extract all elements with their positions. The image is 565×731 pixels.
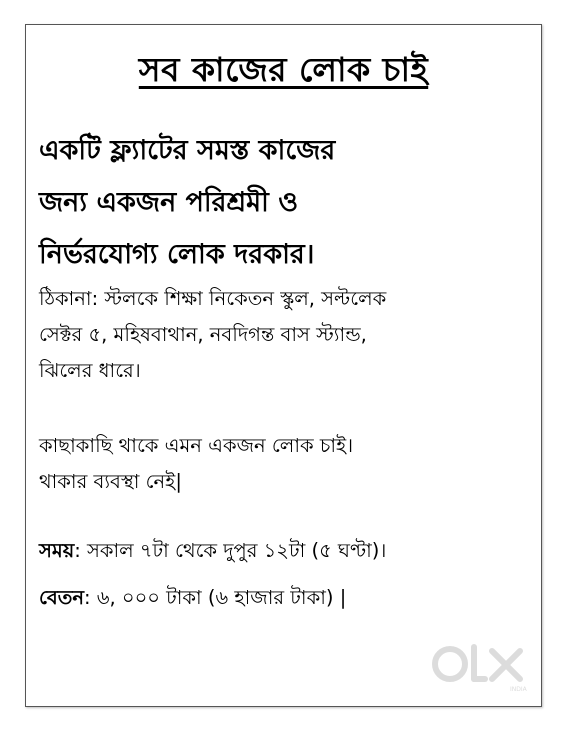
time-label: সময়: [39, 539, 75, 562]
requirement-line-2: থাকার ব্যবস্থা নেই|: [39, 470, 182, 493]
address-paragraph: [39, 281, 534, 389]
salary-value: : ৬, ০০০ টাকা (৬ হাজার টাকা) |: [84, 586, 347, 609]
requirement-paragraph: [39, 428, 534, 500]
time-paragraph: [39, 533, 534, 569]
notice-title: [26, 45, 541, 95]
requirement-line-1: কাছাকাছি থাকে এমন একজন লোক চাই।: [39, 434, 354, 457]
salary-label: বেতন: [39, 586, 85, 609]
heading-line-2: জন্য একজন পরিশ্রমী ও: [39, 187, 299, 218]
address-line-3: ঝিলের ধারে।: [39, 359, 141, 382]
heading-line-1: একটি ফ্ল্যাটের সমস্ত কাজের: [39, 135, 336, 166]
address-line-1: ঠিকানা: স্টলকে শিক্ষা নিকেতন স্কুল, সল্টলেক: [39, 287, 387, 310]
heading-line-3: নির্ভরযোগ্য লোক দরকার।: [39, 239, 315, 270]
notice-card: [25, 24, 542, 707]
notice-title-text: সব কাজের লোক চাই: [138, 50, 429, 89]
olx-watermark-icon: [430, 641, 530, 693]
time-value: : সকাল ৭টা থেকে দুপুর ১২টা (৫ ঘণ্টা)।: [74, 539, 387, 562]
olx-watermark-sub: INDIA: [510, 686, 527, 693]
address-line-2: সেক্টর ৫, মহিষবাথান, নবদিগন্ত বাস স্ট্যান্ড,: [39, 323, 367, 346]
salary-paragraph: [39, 580, 534, 616]
notice-heading: [39, 125, 534, 281]
